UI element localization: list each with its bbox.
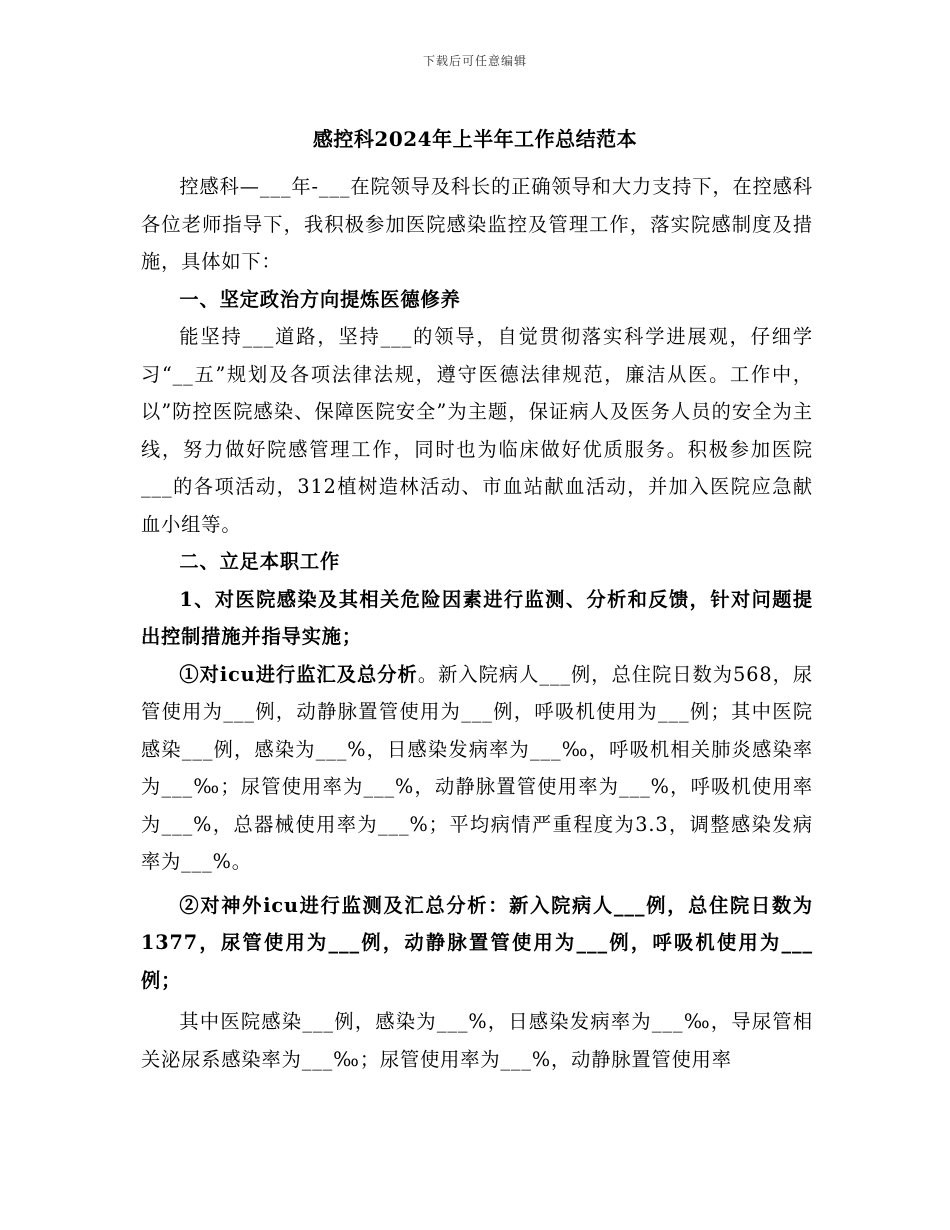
icu-analysis-text: 。新入院病人___例，总住院日数为568，尿管使用为___例，动静脉置管使用为___例，呼吸机使用为___例；其中医院感染___例，感染为___%，日感染发病率为___‰，呼吸机相关肺炎感染率为___‰；尿管使用率为___%，动静脉置管使用率为___%，呼吸机使用率为___%，总器械使用率为___%；平均病情严重程度为3.3，调整感染发病率为___%。 [141,662,813,873]
document-body [141,168,813,1078]
section-1-paragraph: 能坚持___道路，坚持___的领导，自觉贯彻落实科学进展观，仔细学习“__五”规划及各项法律法规，遵守医德法律规范，廉洁从医。工作中，以”防控医院感染、保障医院安全”为主题，保证病人及医务人员的安全为主线，努力做好院感管理工作，同时也为临床做好优质服务。积极参加医院___的各项活动，312植树造林活动、市血站献血活动，并加入医院应急献血小组等。 [141,325,813,536]
document-title: 感控科2024年上半年工作总结范本 [312,127,638,151]
icu-analysis-paragraph [141,656,813,881]
neuro-icu-paragraph: ②对神外icu进行监测及汇总分析：新入院病人___例，总住院日数为1377，尿管使用为___例，动静脉置管使用为___例，呼吸机使用为___例； [141,893,813,992]
neuro-icu-continued-paragraph: 其中医院感染___例，感染为___%，日感染发病率为___‰，导尿管相关泌尿系感染率为___‰；尿管使用率为___%，动静脉置管使用率 [141,1010,813,1071]
icu-analysis-lead: ①对icu进行监汇及总分析 [179,662,418,686]
download-note: 下载后可任意编辑 [422,54,527,68]
section-1-heading: 一、坚定政治方向提炼医德修养 [179,287,461,311]
section-2-heading: 二、立足本职工作 [179,550,341,573]
intro-paragraph: 控感科—___年-___在院领导及科长的正确领导和大力支持下，在控感科各位老师指导下，我积极参加医院感染监控及管理工作，落实院感制度及措施，具体如下： [141,175,813,273]
item-1-heading: 1、对医院感染及其相关危险因素进行监测、分析和反馈，针对问题提出控制措施并指导实施； [141,587,813,648]
